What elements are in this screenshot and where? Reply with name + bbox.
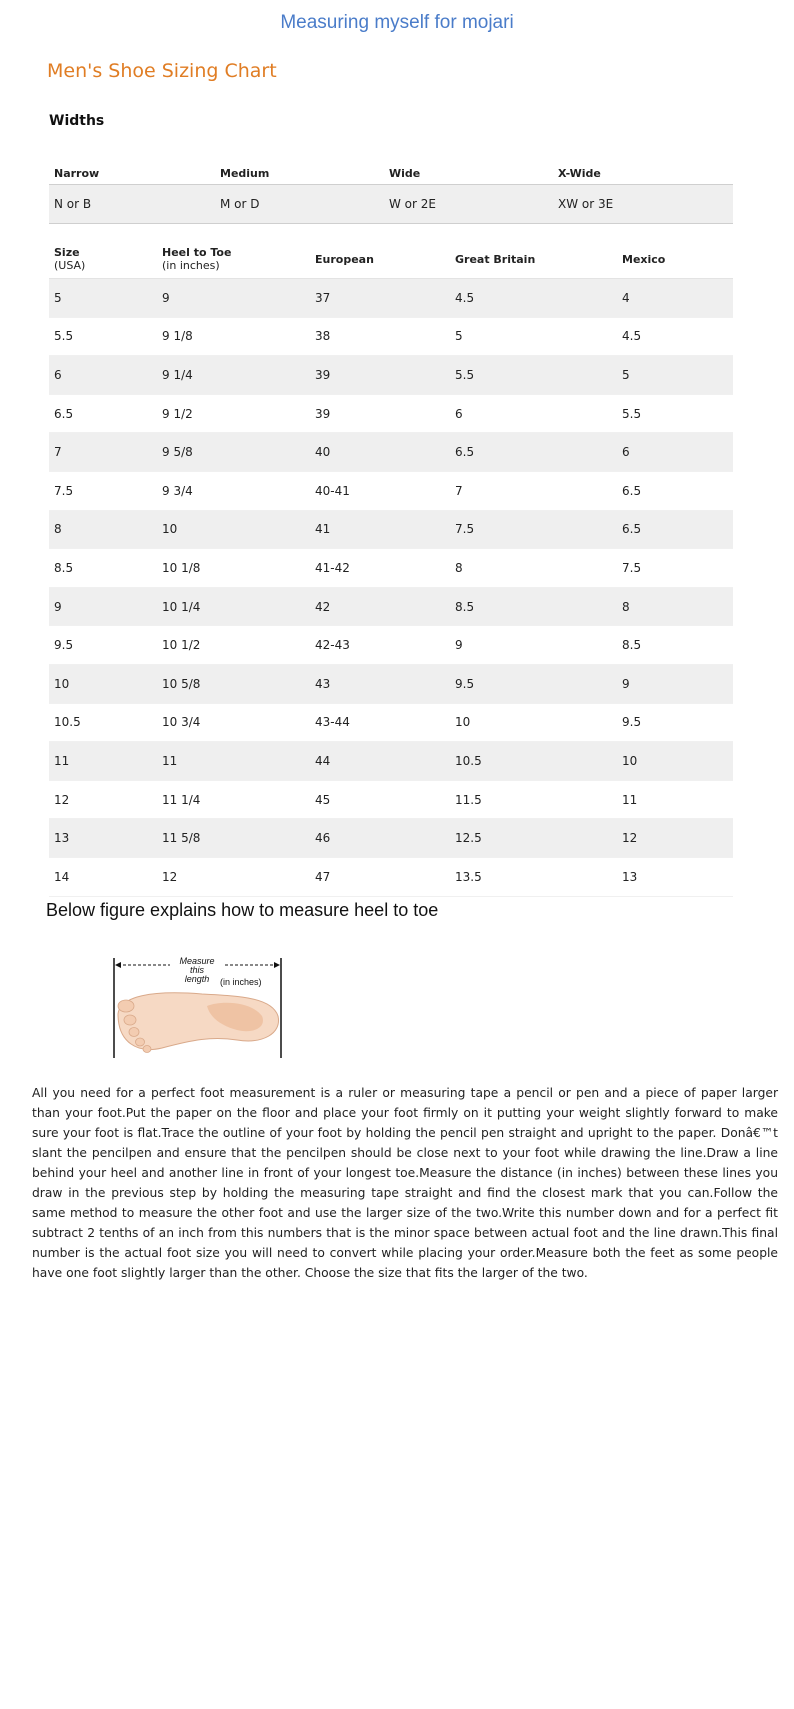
toe-icon	[124, 1015, 136, 1025]
table-cell: 10	[157, 510, 310, 549]
table-cell: 42-43	[310, 626, 450, 665]
table-cell: 5.5	[450, 356, 617, 395]
table-cell: 6.5	[617, 510, 733, 549]
toe-icon	[118, 1000, 134, 1012]
table-cell: 42	[310, 587, 450, 626]
table-cell: 9 5/8	[157, 433, 310, 472]
table-row	[49, 664, 733, 703]
table-row	[49, 549, 733, 588]
table-cell: 5	[49, 279, 157, 318]
table-cell: 11	[617, 780, 733, 819]
table-cell: 6.5	[450, 433, 617, 472]
size-header-row	[49, 240, 733, 279]
table-cell: 9	[157, 279, 310, 318]
table-cell: 8	[617, 587, 733, 626]
widths-value-medium: M or D	[215, 185, 384, 224]
table-cell: 12	[49, 780, 157, 819]
table-cell: 9 1/8	[157, 317, 310, 356]
size-header-great-britain	[450, 240, 617, 279]
table-cell: 44	[310, 742, 450, 781]
size-header-mexico	[617, 240, 733, 279]
table-cell: 10 5/8	[157, 664, 310, 703]
table-cell: 11	[157, 742, 310, 781]
widths-value-row	[49, 185, 733, 224]
arrow-head-left-icon	[115, 962, 121, 968]
size-header-european	[310, 240, 450, 279]
table-cell: 9.5	[617, 703, 733, 742]
table-cell: 7.5	[450, 510, 617, 549]
table-row	[49, 317, 733, 356]
table-cell: 9.5	[450, 664, 617, 703]
table-cell: 7	[450, 471, 617, 510]
toe-icon	[136, 1038, 145, 1046]
table-cell: 37	[310, 279, 450, 318]
table-cell: 10	[617, 742, 733, 781]
widths-value-wide: W or 2E	[384, 185, 553, 224]
table-cell: 13	[617, 857, 733, 896]
table-cell: 39	[310, 394, 450, 433]
widths-header-row	[49, 150, 733, 185]
table-cell: 4.5	[617, 317, 733, 356]
table-cell: 13.5	[450, 857, 617, 896]
header-sub: (in inches)	[162, 259, 220, 272]
table-cell: 5.5	[49, 317, 157, 356]
header-main: Size	[54, 246, 80, 259]
table-cell: 41-42	[310, 549, 450, 588]
table-cell: 46	[310, 819, 450, 858]
table-cell: 38	[310, 317, 450, 356]
table-cell: 7	[49, 433, 157, 472]
widths-value-narrow: N or B	[49, 185, 215, 224]
table-cell: 9.5	[49, 626, 157, 665]
table-cell: 11.5	[450, 780, 617, 819]
table-cell: 10 1/2	[157, 626, 310, 665]
table-cell: 10.5	[49, 703, 157, 742]
widths-header-wide: Wide	[384, 150, 553, 185]
table-cell: 4.5	[450, 279, 617, 318]
table-cell: 8	[49, 510, 157, 549]
table-cell: 8.5	[49, 549, 157, 588]
table-row	[49, 471, 733, 510]
figure-label-line2: this	[189, 965, 205, 975]
table-cell: 9 1/2	[157, 394, 310, 433]
table-row	[49, 433, 733, 472]
size-chart-table	[49, 240, 733, 897]
table-cell: 45	[310, 780, 450, 819]
header-main: European	[315, 252, 374, 266]
table-row	[49, 742, 733, 781]
table-cell: 6	[617, 433, 733, 472]
table-cell: 5	[450, 317, 617, 356]
table-row	[49, 279, 733, 318]
table-cell: 10	[450, 703, 617, 742]
header-main: Mexico	[622, 252, 666, 266]
widths-header-narrow: Narrow	[49, 150, 215, 185]
table-cell: 14	[49, 857, 157, 896]
table-cell: 43-44	[310, 703, 450, 742]
widths-header-x-wide: X-Wide	[553, 150, 733, 185]
table-row	[49, 780, 733, 819]
table-row	[49, 857, 733, 896]
widths-header-medium: Medium	[215, 150, 384, 185]
table-cell: 11 5/8	[157, 819, 310, 858]
figure-label-line1: Measure	[179, 956, 215, 966]
size-rows	[49, 279, 733, 897]
table-row	[49, 703, 733, 742]
widths-heading: Widths	[49, 113, 105, 129]
table-cell: 9	[49, 587, 157, 626]
table-row	[49, 510, 733, 549]
toe-icon	[129, 1028, 139, 1037]
figure-label-units: (in inches)	[220, 977, 262, 987]
table-cell: 8	[450, 549, 617, 588]
table-row	[49, 626, 733, 665]
measurement-instructions: All you need for a perfect foot measurement is a ruler or measuring tape a pencil or pen and a piece of paper larger than your foot.Put the paper on the floor and place your foot firmly on it putting your weight slightly forward to make sure your foot is flat.Trace the outline of your foot by holding the pencil pen straight and upright to the paper. Donâ€™t slant the pencilpen and ensure that the pencilpen should be close next to your foot while drawing the line.Draw a line behind your heel and another line in front of your longest toe.Measure the distance (in inches) between these lines you draw in the previous step by holding the measuring tape straight and find the closest mark that you can.Follow the same method to measure the other foot and use the larger size of the two.Write this number down and for a perfect fit subtract 2 tenths of an inch from this numbers that is the minor space between actual foot and the line drawn.This final number is the actual foot size you will need to convert while placing your order.Measure both the feet as some people have one foot slightly larger than the other. Choose the size that fits the larger of the two.	[32, 1086, 778, 1280]
table-cell: 5	[617, 356, 733, 395]
table-cell: 7.5	[49, 471, 157, 510]
table-row	[49, 587, 733, 626]
table-cell: 6.5	[617, 471, 733, 510]
chart-heading: Men's Shoe Sizing Chart	[47, 60, 277, 82]
header-main: Heel to Toe	[162, 246, 232, 259]
table-cell: 40	[310, 433, 450, 472]
table-cell: 9	[450, 626, 617, 665]
table-cell: 6	[450, 394, 617, 433]
table-row	[49, 394, 733, 433]
table-cell: 8.5	[617, 626, 733, 665]
table-cell: 5.5	[617, 394, 733, 433]
toe-icon	[143, 1046, 151, 1053]
widths-table	[49, 150, 733, 224]
table-cell: 11	[49, 742, 157, 781]
foot-measurement-figure	[112, 956, 292, 1060]
page-title: Measuring myself for mojari	[280, 12, 514, 33]
size-header-size	[49, 240, 157, 279]
table-cell: 10 1/8	[157, 549, 310, 588]
table-cell: 13	[49, 819, 157, 858]
table-cell: 40-41	[310, 471, 450, 510]
size-header-heel-to-toe	[157, 240, 310, 279]
table-cell: 41	[310, 510, 450, 549]
table-cell: 47	[310, 857, 450, 896]
table-row	[49, 819, 733, 858]
figure-label-line3: length	[184, 974, 210, 984]
table-cell: 10.5	[450, 742, 617, 781]
table-cell: 43	[310, 664, 450, 703]
table-cell: 10 3/4	[157, 703, 310, 742]
table-cell: 10 1/4	[157, 587, 310, 626]
header-main: Great Britain	[455, 252, 536, 266]
table-cell: 11 1/4	[157, 780, 310, 819]
table-cell: 7.5	[617, 549, 733, 588]
table-cell: 12	[617, 819, 733, 858]
table-cell: 9 3/4	[157, 471, 310, 510]
table-cell: 39	[310, 356, 450, 395]
table-cell: 6.5	[49, 394, 157, 433]
figure-heading: Below figure explains how to measure heel to toe	[46, 900, 439, 920]
table-cell: 12	[157, 857, 310, 896]
table-cell: 9	[617, 664, 733, 703]
widths-value-x-wide: XW or 3E	[553, 185, 733, 224]
table-row	[49, 356, 733, 395]
table-cell: 4	[617, 279, 733, 318]
table-cell: 8.5	[450, 587, 617, 626]
table-cell: 9 1/4	[157, 356, 310, 395]
table-cell: 6	[49, 356, 157, 395]
header-sub: (USA)	[54, 259, 86, 272]
table-cell: 12.5	[450, 819, 617, 858]
table-cell: 10	[49, 664, 157, 703]
arrow-head-right-icon	[274, 962, 280, 968]
